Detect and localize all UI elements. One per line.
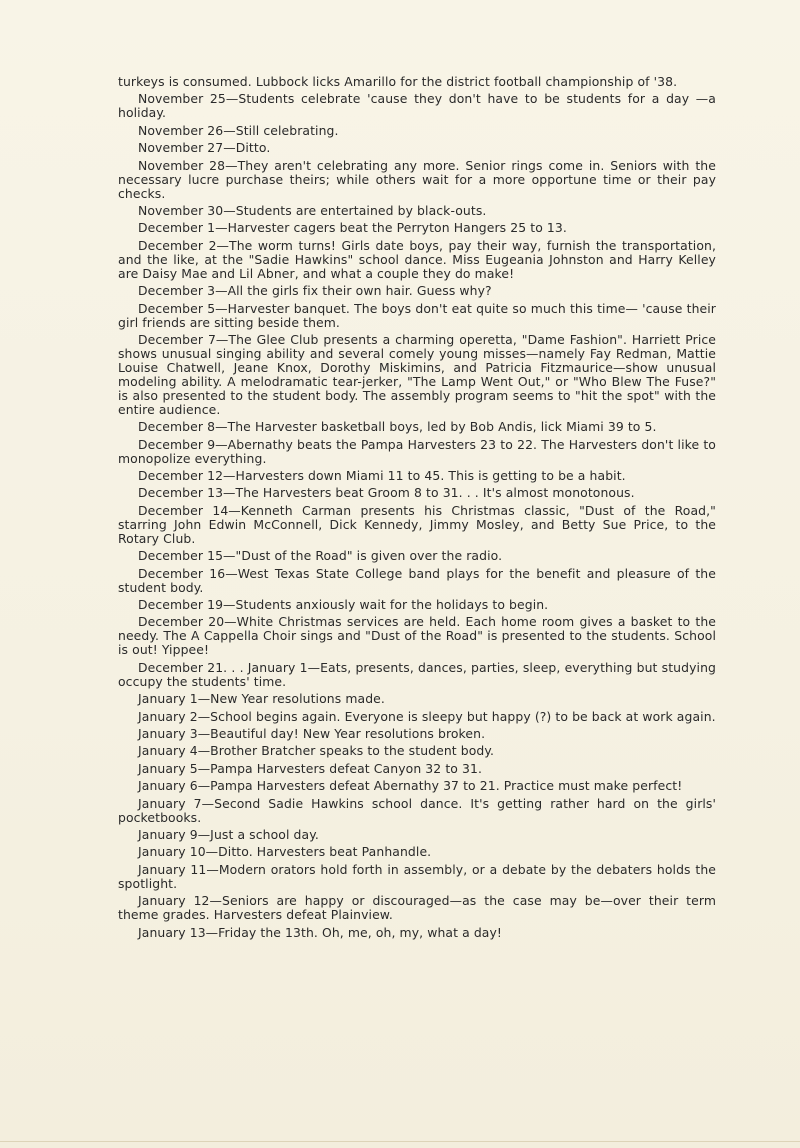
calendar-entry: January 7—Second Sadie Hawkins school dance. It's getting rather hard on the girls' pocketbooks. xyxy=(118,795,716,825)
calendar-entry: January 9—Just a school day. xyxy=(138,826,319,842)
calendar-entry: December 12—Harvesters down Miami 11 to 45. This is getting to be a habit. xyxy=(138,468,626,484)
calendar-entry: December 19—Students anxiously wait for the holidays to begin. xyxy=(138,597,549,613)
calendar-entry: November 27—Ditto. xyxy=(138,140,271,156)
calendar-entry: December 7—The Glee Club presents a charming operetta, "Dame Fashion". Harriett Price shows unusual singing ability and several comely young misses—namely Fay Redman, Mattie Louise Chatwell, Jeane Knox, Dorothy Miskimins, and Patricia Fitzmaurice—show unusual modeling ability. A melodramatic tear-jerker, "The Lamp Went Out," or "Who Blew The Fuse?" is also presented to the student body. The assembly program seems to "hit the spot" with the entire audience. xyxy=(118,331,716,417)
calendar-entry: January 2—School begins again. Everyone is sleepy but happy (?) to be back at work again. xyxy=(138,708,716,724)
calendar-entry: December 21. . . January 1—Eats, presents, dances, parties, sleep, everything but studying occupy the students' time. xyxy=(118,659,716,689)
calendar-text-column xyxy=(118,75,716,943)
calendar-entry: December 9—Abernathy beats the Pampa Harvesters 23 to 22. The Harvesters don't like to monopolize everything. xyxy=(118,436,716,466)
calendar-entry: January 6—Pampa Harvesters defeat Abernathy 37 to 21. Practice must make perfect! xyxy=(138,778,683,794)
calendar-entry: January 5—Pampa Harvesters defeat Canyon 32 to 31. xyxy=(138,760,482,776)
calendar-entry: January 4—Brother Bratcher speaks to the student body. xyxy=(138,743,495,759)
calendar-entry: November 30—Students are entertained by black-outs. xyxy=(138,202,487,218)
calendar-entry: November 25—Students celebrate 'cause they don't have to be students for a day —a holiday. xyxy=(118,91,716,121)
calendar-entry: December 2—The worm turns! Girls date boys, pay their way, furnish the transportation, and the like, at the "Sadie Hawkins" school dance. Miss Eugeania Johnston and Harry Kelley are Daisy Mae and Lil Abner, and what a couple they do make! xyxy=(118,237,716,281)
calendar-entry: November 28—They aren't celebrating any more. Senior rings come in. Seniors with the necessary lucre purchase theirs; while others wait for a more opportune time or their pay checks. xyxy=(118,157,716,201)
calendar-entry: December 1—Harvester cagers beat the Perryton Hangers 25 to 13. xyxy=(138,220,567,236)
calendar-entry: December 16—West Texas State College band plays for the benefit and pleasure of the student body. xyxy=(118,565,716,595)
calendar-entry: January 12—Seniors are happy or discouraged—as the case may be—over their term theme grades. Harvesters defeat Plainview. xyxy=(118,893,716,923)
calendar-entry: turkeys is consumed. Lubbock licks Amarillo for the district football championship of '38. xyxy=(118,74,678,89)
calendar-entry: December 5—Harvester banquet. The boys don't eat quite so much this time— 'cause their girl friends are sitting beside them. xyxy=(118,300,716,330)
calendar-entry: December 8—The Harvester basketball boys, led by Bob Andis, lick Miami 39 to 5. xyxy=(138,419,657,435)
calendar-entry: December 14—Kenneth Carman presents his Christmas classic, "Dust of the Road," starring John Edwin McConnell, Dick Kennedy, Jimmy Mosley, and Betty Sue Price, to the Rotary Club. xyxy=(118,502,716,546)
calendar-entry: January 3—Beautiful day! New Year resolutions broken. xyxy=(138,725,486,741)
calendar-entry: December 13—The Harvesters beat Groom 8 to 31. . . It's almost monotonous. xyxy=(138,485,635,501)
calendar-entry: November 26—Still celebrating. xyxy=(138,122,339,138)
calendar-entry: December 3—All the girls fix their own hair. Guess why? xyxy=(138,283,492,299)
calendar-entry: December 15—"Dust of the Road" is given over the radio. xyxy=(138,548,503,564)
calendar-entry: January 11—Modern orators hold forth in assembly, or a debate by the debaters holds the spotlight. xyxy=(118,861,716,891)
calendar-entry: January 10—Ditto. Harvesters beat Panhandle. xyxy=(138,844,432,860)
calendar-entry: December 20—White Christmas services are held. Each home room gives a basket to the needy. The A Cappella Choir sings and "Dust of the Road" is presented to the students. School is out! Yippee! xyxy=(118,614,716,658)
calendar-entry: January 1—New Year resolutions made. xyxy=(138,691,385,707)
calendar-entry: January 13—Friday the 13th. Oh, me, oh, my, what a day! xyxy=(138,924,502,940)
